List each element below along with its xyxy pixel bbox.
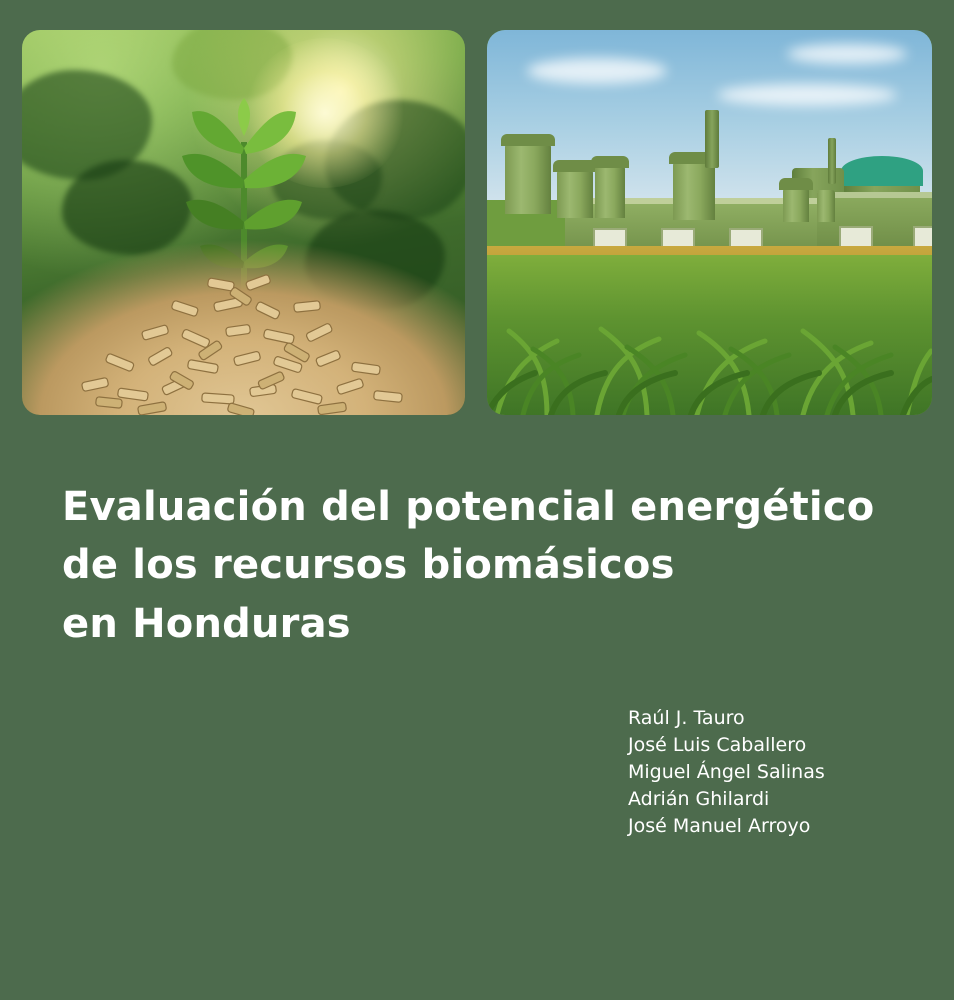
- seedling-scene: [22, 30, 465, 415]
- cloud-icon: [787, 44, 907, 64]
- seedling-on-wood-pellets-photo: [22, 30, 465, 415]
- author-name: José Luis Caballero: [628, 733, 807, 756]
- silo: [817, 190, 835, 222]
- author-name: Raúl J. Tauro: [628, 707, 745, 729]
- page-title: [62, 478, 882, 653]
- tank-dome-icon: [841, 156, 923, 186]
- silo-roof-icon: [591, 156, 629, 168]
- silo: [783, 188, 809, 222]
- biogas-plant-scene: [487, 30, 932, 415]
- title-line: Evaluación del potencial energético: [62, 484, 875, 530]
- cover-image-band: [22, 30, 932, 415]
- wood-pellets-icon: [22, 230, 465, 415]
- maize-leaves-icon: [487, 255, 932, 415]
- silo-roof-icon: [779, 178, 813, 190]
- silo: [505, 144, 551, 214]
- author-name: Miguel Ángel Salinas: [628, 760, 825, 783]
- title-line: de los recursos biomásicos: [62, 542, 675, 589]
- title-line: en Honduras: [62, 600, 351, 647]
- wood-pellet-mound: [22, 230, 465, 415]
- silo: [673, 162, 715, 220]
- silo: [595, 166, 625, 218]
- author-name: Adrián Ghilardi: [628, 787, 770, 810]
- exhaust-stack-icon: [828, 138, 836, 184]
- silo: [557, 170, 593, 218]
- author-list: [628, 705, 825, 840]
- cloud-icon: [527, 58, 667, 84]
- biogas-plant-maize-field-photo: [487, 30, 932, 415]
- exhaust-stack-icon: [705, 110, 719, 168]
- author-name: José Manuel Arroyo: [628, 814, 811, 837]
- maize-field: [487, 255, 932, 415]
- cloud-icon: [717, 84, 897, 106]
- silo-roof-icon: [501, 134, 555, 146]
